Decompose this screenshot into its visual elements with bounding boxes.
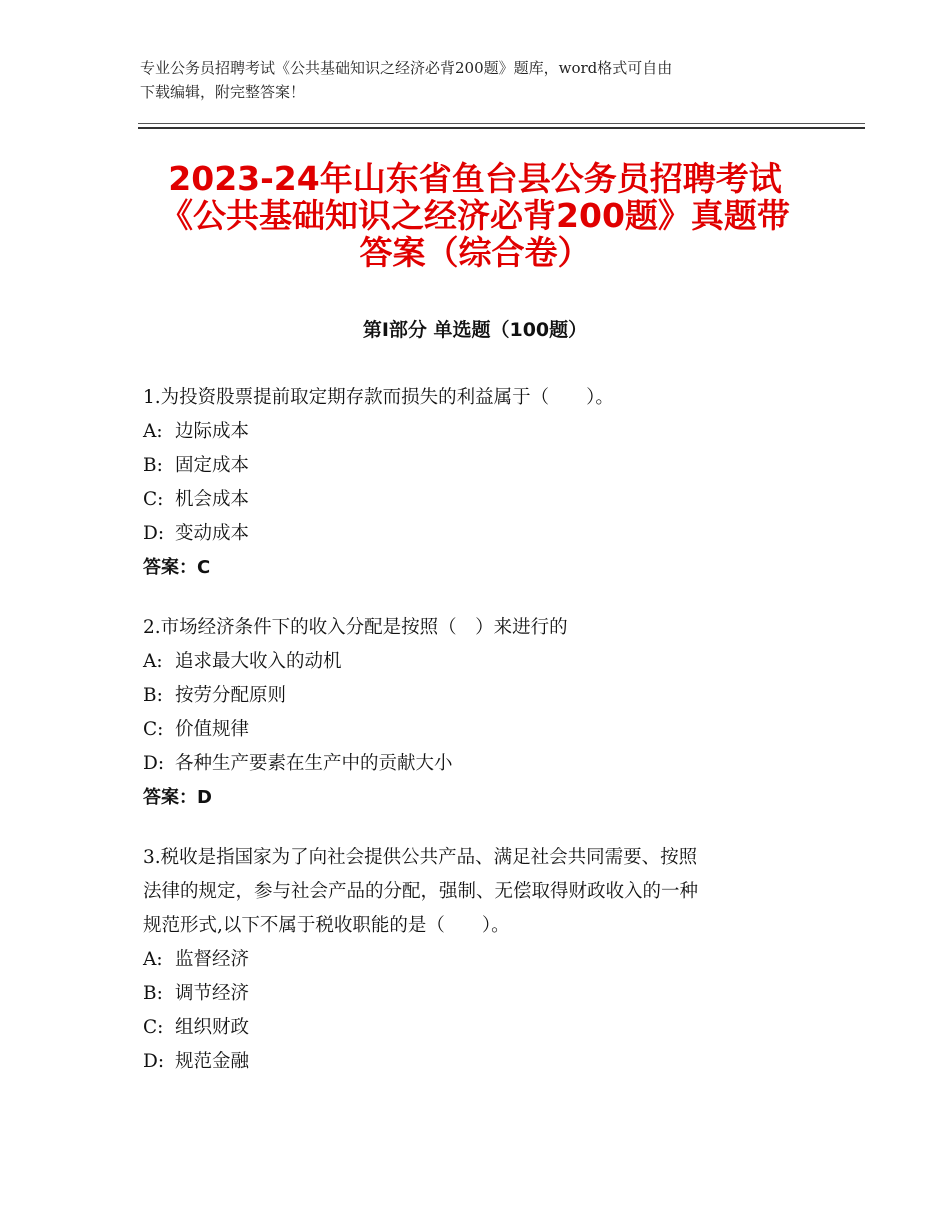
option-key: B: bbox=[143, 455, 163, 476]
divider bbox=[138, 123, 865, 124]
document-title bbox=[90, 160, 860, 271]
stem-line: 规范形式,以下不属于税收职能的是（ ）。 bbox=[143, 915, 510, 936]
option-key: C: bbox=[143, 489, 164, 510]
stem-line: 2.市场经济条件下的收入分配是按照（ ）来进行的 bbox=[143, 617, 568, 638]
option-b bbox=[143, 679, 823, 713]
question-stem bbox=[143, 611, 823, 645]
option-d bbox=[143, 517, 823, 551]
question-stem bbox=[143, 381, 823, 415]
option-text: 按劳分配原则 bbox=[175, 685, 287, 706]
option-key: B: bbox=[143, 983, 163, 1004]
option-key: D: bbox=[143, 523, 165, 544]
question-3 bbox=[143, 841, 823, 1079]
option-c bbox=[143, 483, 823, 517]
option-a bbox=[143, 415, 823, 449]
question-1 bbox=[143, 381, 823, 585]
option-key: B: bbox=[143, 685, 163, 706]
question-list bbox=[143, 381, 823, 1105]
option-a bbox=[143, 943, 823, 977]
question-2 bbox=[143, 611, 823, 815]
option-text: 变动成本 bbox=[175, 523, 250, 544]
header-note-line: 下载编辑，附完整答案！ bbox=[140, 83, 306, 101]
option-c bbox=[143, 713, 823, 747]
answer: 答案：C bbox=[143, 557, 211, 578]
header-note-line: 专业公务员招聘考试《公共基础知识之经济必背200题》题库，word格式可自由 bbox=[140, 59, 673, 77]
section-title: 第Ⅰ部分 单选题（100题） bbox=[362, 319, 588, 341]
divider bbox=[138, 127, 865, 129]
option-text: 固定成本 bbox=[175, 455, 250, 476]
option-key: A: bbox=[143, 421, 163, 442]
option-d bbox=[143, 1045, 823, 1079]
option-text: 追求最大收入的动机 bbox=[175, 651, 342, 672]
option-a bbox=[143, 645, 823, 679]
option-text: 监督经济 bbox=[175, 949, 250, 970]
option-b bbox=[143, 977, 823, 1011]
option-text: 组织财政 bbox=[175, 1017, 250, 1038]
stem-line: 1.为投资股票提前取定期存款而损失的利益属于（ ）。 bbox=[143, 387, 614, 408]
option-key: D: bbox=[143, 753, 165, 774]
option-key: D: bbox=[143, 1051, 165, 1072]
option-key: C: bbox=[143, 1017, 164, 1038]
option-c bbox=[143, 1011, 823, 1045]
title-line: 2023-24年山东省鱼台县公务员招聘考试 bbox=[168, 159, 782, 198]
header-note bbox=[140, 56, 820, 104]
option-d bbox=[143, 747, 823, 781]
option-key: A: bbox=[143, 949, 163, 970]
option-text: 各种生产要素在生产中的贡献大小 bbox=[175, 753, 453, 774]
title-line: 《公共基础知识之经济必背200题》真题带 bbox=[160, 196, 790, 235]
answer: 答案：D bbox=[143, 787, 212, 808]
option-text: 调节经济 bbox=[175, 983, 250, 1004]
question-stem bbox=[143, 841, 823, 943]
option-text: 边际成本 bbox=[175, 421, 250, 442]
option-key: C: bbox=[143, 719, 164, 740]
stem-line: 法律的规定，参与社会产品的分配，强制、无偿取得财政收入的一种 bbox=[143, 881, 699, 902]
stem-line: 3.税收是指国家为了向社会提供公共产品、满足社会共同需要、按照 bbox=[143, 847, 698, 868]
option-text: 价值规律 bbox=[175, 719, 250, 740]
title-line: 答案（综合卷） bbox=[359, 233, 591, 272]
option-text: 规范金融 bbox=[175, 1051, 250, 1072]
option-text: 机会成本 bbox=[175, 489, 250, 510]
option-key: A: bbox=[143, 651, 163, 672]
option-b bbox=[143, 449, 823, 483]
